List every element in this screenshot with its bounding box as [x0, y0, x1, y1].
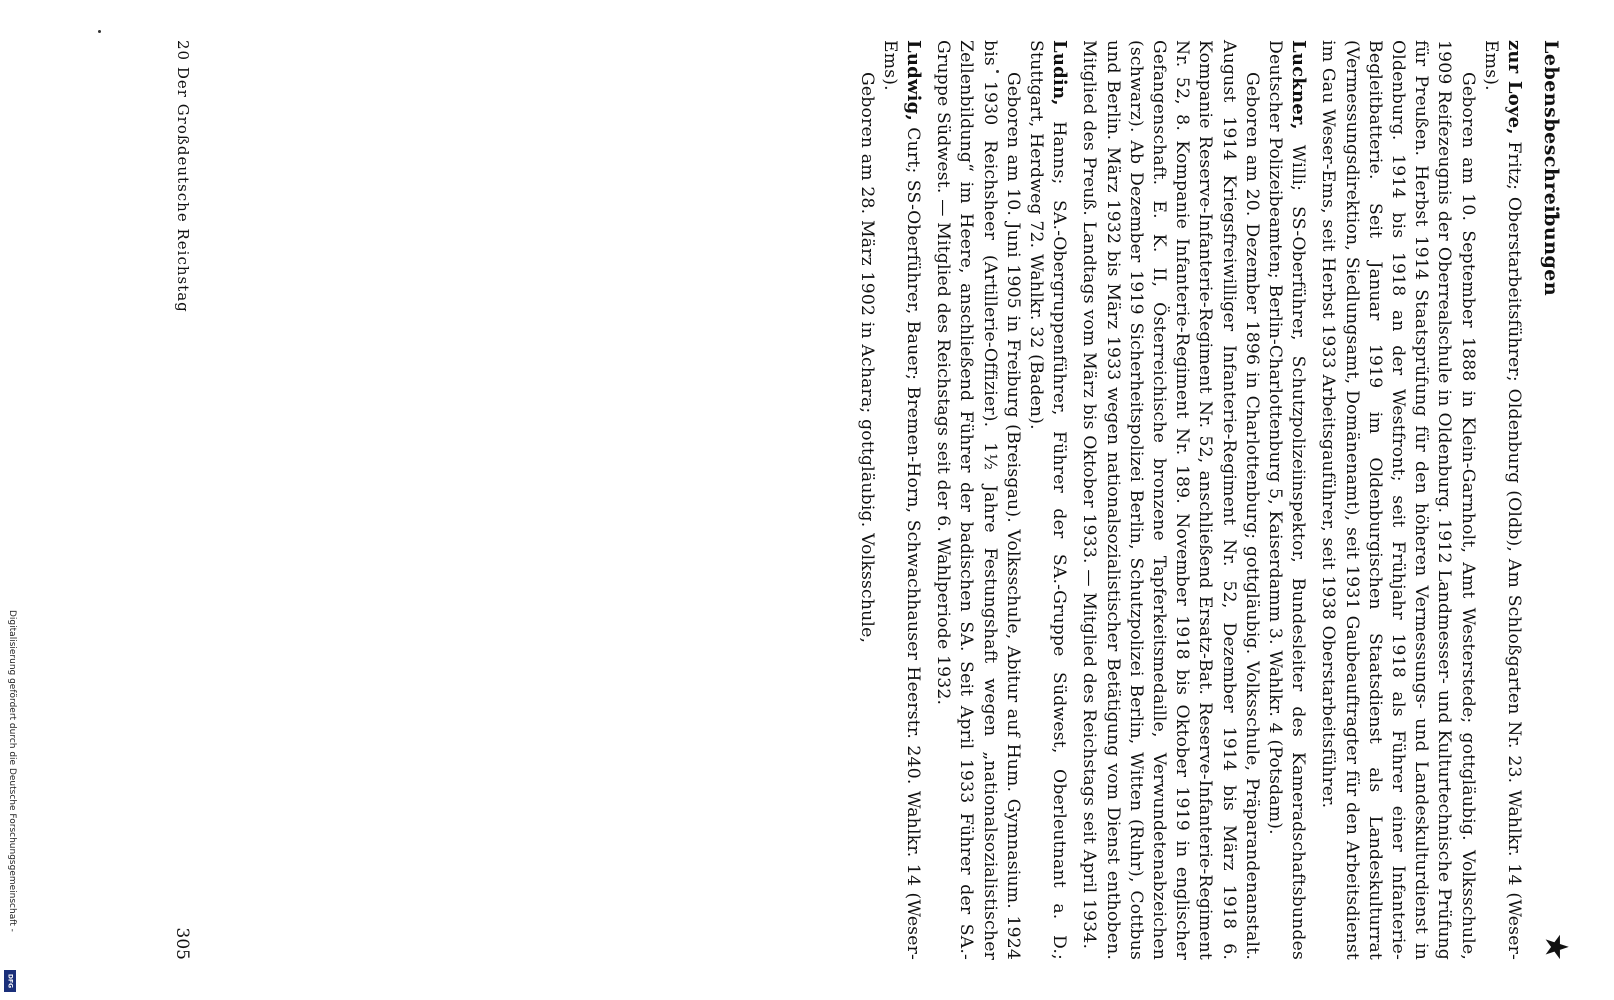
entry-body: Geboren am 28. März 1902 in Achara; gottgläubig. Volksschule, [856, 72, 877, 644]
star-marker-icon: ★ [1540, 934, 1573, 960]
entry-summary: Hanns; SA.-Obergruppenführer, Führer der SA.-Gruppe Südwest, Oberleutnant a. D.; Stuttgart, Herdweg 72. Wahlkr. 32 (Baden). [1025, 40, 1070, 960]
page-footer [166, 40, 192, 960]
entry-body: Geboren am 10. September 1888 in Klein-Garnholt, Amt Westerstede; gottgläubig. Volksschule, 1909 Reifezeugnis der Oberrealschule in Oldenburg. 1912 Landmesser- und Kulturtechnische Prüfung für Preußen. Herbst 1914 Staatsprüfung für den höheren Vermessungs- und Landeskulturdienst in Oldenburg. 1914 bis 1918 an der Westfront; seit Frühjahr 1918 als Führer einer Infanterie-Begleitbatterie. Seit Januar 1919 im Oldenburgischen Staatsdienst als Landeskulturrat (Vermessungsdirektion, Siedlungsamt, Domänenamt), seit 1931 Gaubeauftragter für den Arbeitsdienst im Gau Weser-Ems, seit Herbst 1933 Arbeitsgauführer, seit 1938 Oberstarbeitsführer. [1318, 40, 1478, 960]
biography-entry-luckner [1077, 40, 1310, 960]
entry-name: Ludin, [1049, 40, 1071, 106]
entry-name: Luckner, [1288, 40, 1310, 130]
entry-body: Geboren am 10. Juni 1905 in Freiburg (Breisgau). Volksschule, Abitur auf Hum. Gymnasium. 1924 bis 1930 Reichsheer (Artillerie-Offizier). 1½ Jahre Festungshaft wegen „nationalsozialistischer Zellenbildung“ im Heere, anschließend Führer der badischen SA. Seit April 1933 Führer der SA.-Gruppe Südwest. — Mitglied des Reichstags seit der 6. Wahlperiode 1932. [933, 40, 1023, 960]
dfg-logo-icon: DFG [4, 970, 16, 992]
footer-publication: 20 Der Großdeutsche Reichstag [174, 40, 192, 313]
rotated-page-content [110, 40, 1573, 961]
scan-speck [98, 30, 101, 33]
entry-name: Ludwig, [902, 40, 924, 121]
biography-entry-ludin [931, 40, 1071, 960]
digitization-credit [6, 610, 18, 1000]
entry-summary: Curt; SS-Oberführer, Bauer; Bremen-Horn, Schwachhauser Heerstr. 240. Wahlkr. 14 (Weser-Ems). [879, 40, 923, 961]
entry-name: zur Loye, [1504, 40, 1525, 135]
entry-summary: Willi; SS-Oberführer, Schutzpolizeiinspektor, Bundesleiter des Kameradschaftsbundes Deutscher Polizeibeamten; Berlin-Charlottenburg 5, Kaiserdamm 3. Wahlkr. 4 (Potsdam). [1264, 40, 1309, 961]
entry-body: Geboren am 20. Dezember 1896 in Charlottenburg; gottgläubig. Volksschule, Präparandenanstalt. August 1914 Kriegsfreiwilliger Infanterie-Regiment Nr. 52, Dezember 1914 bis März 1918 6. Kompanie Reserve-Infanterie-Regiment Nr. 52, anschließend Ersatz-Bat. Reserve-Infanterie-Regiment Nr. 52, 8. Kompanie Infanterie-Regiment Nr. 189. November 1918 bis Oktober 1919 in englischer Gefangenschaft. E. K. II, Österreichische bronzene Tapferkeitsmedaille, Verwundetenabzeichen (schwarz). Ab Dezember 1919 Sicherheitspolizei Berlin, Schutzpolizei Berlin, Witten (Ruhr), Cottbus und Berlin. März 1932 bis März 1933 wegen nationalsozialistischer Betätigung vom Dienst enthoben. Mitglied des Preuß. Landtags vom März bis Oktober 1933. — Mitglied des Reichstags seit April 1934. [1079, 40, 1262, 960]
credit-text: Digitalisierung gefördert durch die Deutsche Forschungsgemeinschaft - [7, 610, 17, 932]
page-header [1526, 40, 1573, 960]
biography-entry-zur-loye [1316, 40, 1526, 960]
running-title: Lebensbeschreibungen [1540, 40, 1562, 297]
entry-summary: Fritz; Oberstarbeitsführer; Oldenburg (Oldb), Am Schloßgarten Nr. 23. Wahlkr. 14 (Weser-Ems). [1480, 40, 1524, 960]
page-number: 305 [172, 927, 192, 960]
biography-entry-ludwig [854, 40, 925, 960]
